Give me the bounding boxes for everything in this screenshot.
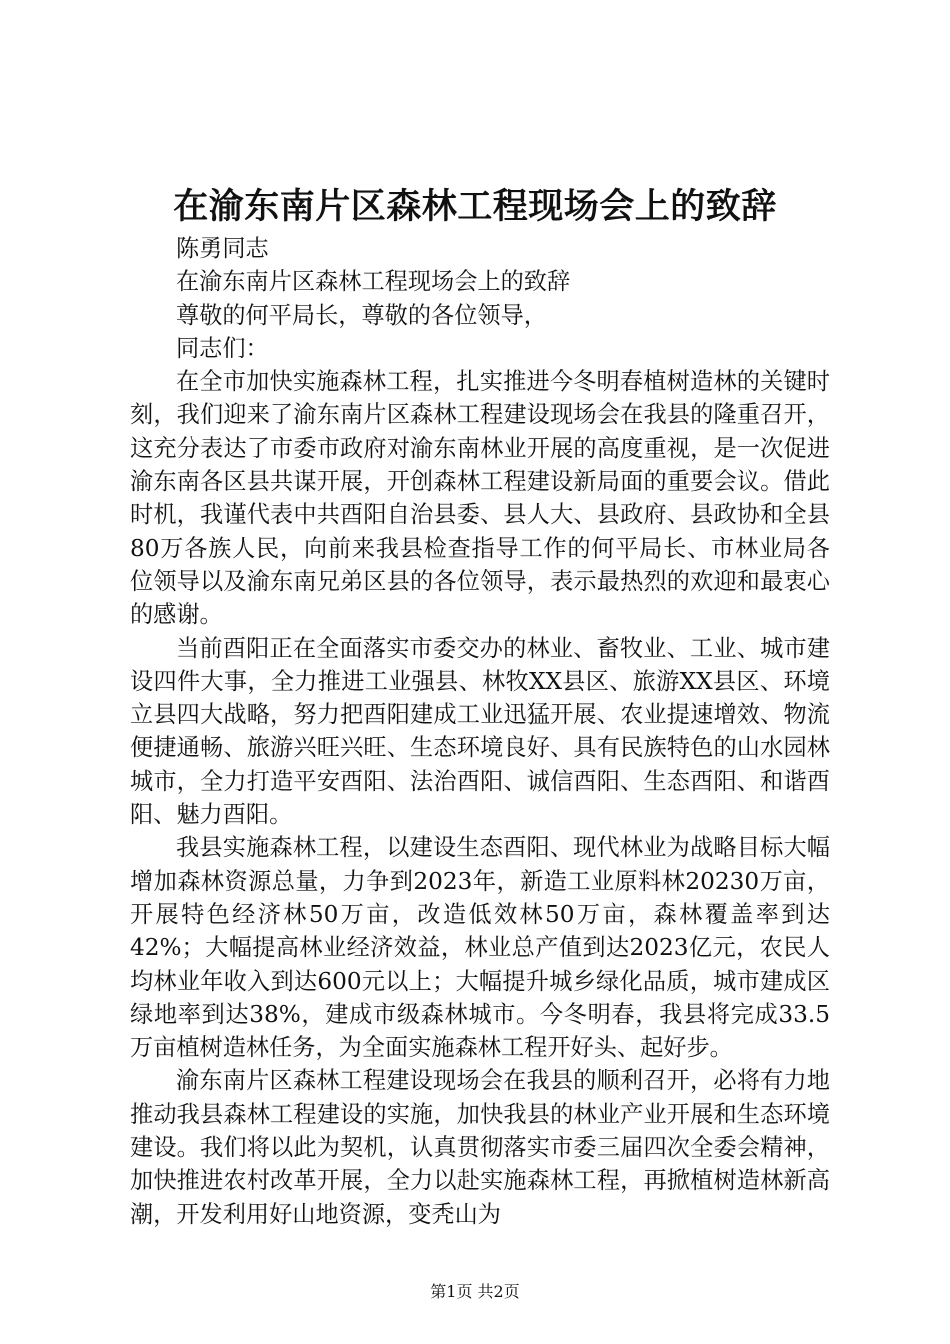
- document-body: [130, 232, 830, 1231]
- paragraph-2: 当前酉阳正在全面落实市委交办的林业、畜牧业、工业、城市建设四件大事，全力推进工业强县、林牧XX县区、旅游XX县区、环境立县四大战略，努力把酉阳建成工业迅猛开展、农业提速增效、物流便捷通畅、旅游兴旺兴旺、生态环境良好、具有民族特色的山水园林城市，全力打造平安酉阳、法治酉阳、诚信酉阳、生态酉阳、和谐酉阳、魅力酉阳。: [130, 634, 830, 829]
- subtitle-line: 在渝东南片区森林工程现场会上的致辞: [176, 268, 571, 296]
- paragraph-1: 在全市加快实施森林工程，扎实推进今冬明春植树造林的关键时刻，我们迎来了渝东南片区森林工程建设现场会在我县的隆重召开，这充分表达了市委市政府对渝东南林业开展的高度重视，是一次促进渝东南各区县共谋开展，开创森林工程建设新局面的重要会议。借此时机，我谨代表中共酉阳自治县委、县人大、县政府、县政协和全县80万各族人民，向前来我县检查指导工作的何平局长、市林业局各位领导以及渝东南兄弟区县的各位领导，表示最热烈的欢迎和最衷心的感谢。: [130, 368, 830, 629]
- author-line: 陈勇同志: [176, 235, 269, 262]
- document-title: 在渝东南片区森林工程现场会上的致辞: [173, 186, 777, 227]
- salutation-line: 尊敬的何平局长，尊敬的各位领导，: [176, 301, 547, 329]
- paragraph-4: 渝东南片区森林工程建设现场会在我县的顺利召开，必将有力地推动我县森林工程建设的实施，加快我县的林业产业开展和生态环境建设。我们将以此为契机，认真贯彻落实市委三届四次全委会精神，加快推进农村改革开展，全力以赴实施森林工程，再掀植树造林新高潮，开发利用好山地资源，变秃山为: [130, 1067, 830, 1228]
- paragraph-3: 我县实施森林工程，以建设生态酉阳、现代林业为战略目标大幅增加森林资源总量，力争到2023年，新造工业原料林20230万亩，开展特色经济林50万亩，改造低效林50万亩，森林覆盖率到达42%；大幅提高林业经济效益，林业总产值到达2023亿元，农民人均林业年收入到达600元以上；大幅提升城乡绿化品质，城市建成区绿地率到达38%，建成市级森林城市。今冬明春，我县将完成33.5万亩植树造林任务，为全面实施森林工程开好头、起好步。: [130, 834, 830, 1062]
- page-footer: 第1页 共2页: [430, 1282, 520, 1301]
- salutation-line-2: 同志们：: [176, 334, 269, 362]
